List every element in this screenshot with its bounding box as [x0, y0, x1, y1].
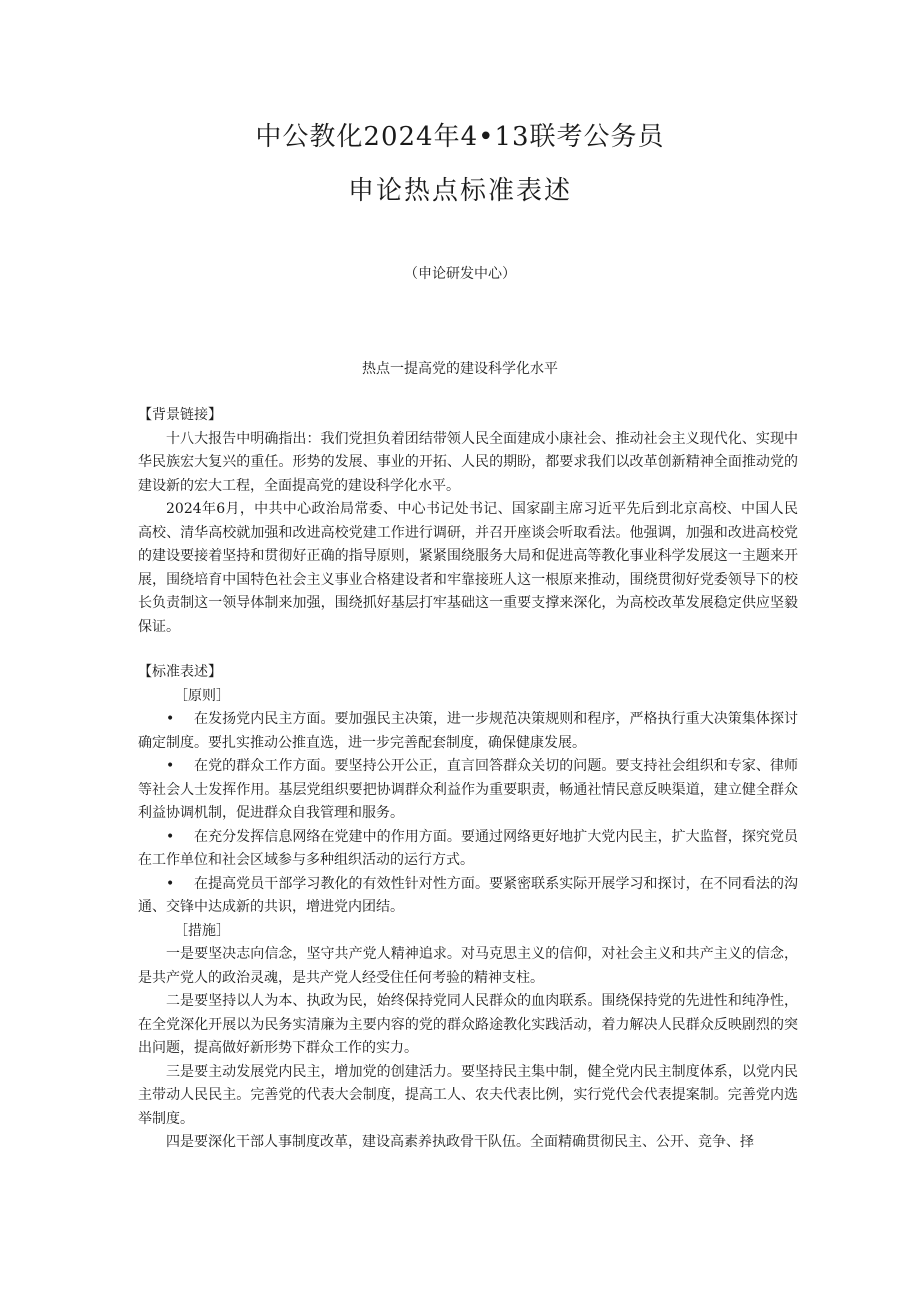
bullet-icon: • [166, 711, 175, 727]
standard-heading: 【标准表述】 [138, 664, 222, 680]
bullet-icon: • [166, 875, 175, 892]
principle-text: 在发扬党内民主方面。要加强民主决策，进一步规范决策规则和程序，严格执行重大决策集体探讨确定制度。要扎实推动公推直选，进一步完善配套制度，确保健康发展。 [138, 711, 798, 751]
document-title-line1: 中公教化2024年4•13联考公务员 [255, 122, 665, 152]
bullet-icon: • [166, 828, 175, 845]
measure-paragraph: 三是要主动发展党内民主，增加党的创建活力。要坚持民主集中制，健全党内民主制度体系，以党内民主带动人民民主。完善党的代表大会制度，提高工人、农夫代表比例，实行党代会代表提案制。完善党内选举制度。 [138, 1063, 798, 1127]
principle-item [138, 826, 798, 873]
background-heading: 【背景链接】 [138, 407, 222, 423]
section-spacer [138, 639, 798, 661]
principle-text: 在充分发挥信息网络在党建中的作用方面。要通过网络更好地扩大党内民主，扩大监督，探究党员在工作单位和社会区域参与多种组织活动的运行方式。 [138, 828, 798, 868]
principles-heading: ［原则］ [174, 687, 230, 704]
document-title-line2: 申论热点标准表述 [347, 176, 572, 206]
principle-item [138, 873, 798, 920]
principle-item [138, 708, 798, 755]
author-line: （申论研发中心） [404, 266, 516, 282]
background-paragraph: 十八大报告中明确指出：我们党担负着团结带领人民全面建成小康社会、推动社会主义现代化、实现中华民族宏大复兴的重任。形势的发展、事业的开拓、人民的期盼，都要求我们以改革创新精神全面推动党的建设新的宏大工程，全面提高党的建设科学化水平。 [138, 430, 798, 494]
measure-paragraph: 四是要深化干部人事制度改革，建设高素养执政骨干队伍。全面精确贯彻民主、公开、竞争、择 [166, 1134, 754, 1150]
measure-paragraph: 二是要坚持以人为本、执政为民，始终保持党同人民群众的血肉联系。围绕保持党的先进性和纯净性，在全党深化开展以为民务实清廉为主要内容的党的群众路途教化实践活动，着力解决人民群众反映剧烈的突出问题，提高做好新形势下群众工作的实力。 [138, 993, 798, 1056]
principle-text: 在党的群众工作方面。要坚持公开公正，直言回答群众关切的问题。要支持社会组织和专家、律师等社会人士发挥作用。基层党组织要把协调群众利益作为重要职责，畅通社情民意反映渠道，建立健全群众利益协调机制，促进群众自我管理和服务。 [138, 758, 798, 821]
principle-text: 在提高党员干部学习教化的有效性针对性方面。要紧密联系实际开展学习和探讨，在不同看法的沟通、交锋中达成新的共识，增进党内团结。 [138, 875, 798, 915]
document-body [138, 404, 798, 1155]
topic-heading: 热点一提高党的建设科学化水平 [362, 361, 558, 377]
principle-item [138, 755, 798, 826]
background-paragraph: 2024年6月，中共中心政治局常委、中心书记处书记、国家副主席习近平先后到北京高校、中国人民高校、清华高校就加强和改进高校党建工作进行调研，并召开座谈会听取看法。他强调，加强和改进高校党的建设要接着坚持和贯彻好正确的指导原则，紧紧围绕服务大局和促进高等教化事业科学发展这一主题来开展，围绕培育中国特色社会主义事业合格建设者和牢靠接班人这一根原来推动，围绕贯彻好党委领导下的校长负责制这一领导体制来加强，围绕抓好基层打牢基础这一重要支撑来深化，为高校改革发展稳定供应坚毅保证。 [138, 501, 798, 635]
measures-heading: ［措施］ [174, 922, 230, 939]
measure-paragraph: 一是要坚决志向信念，坚守共产党人精神追求。对马克思主义的信仰，对社会主义和共产主义的信念，是共产党人的政治灵魂，是共产党人经受住任何考验的精神支柱。 [138, 946, 798, 986]
bullet-icon: • [166, 758, 175, 774]
